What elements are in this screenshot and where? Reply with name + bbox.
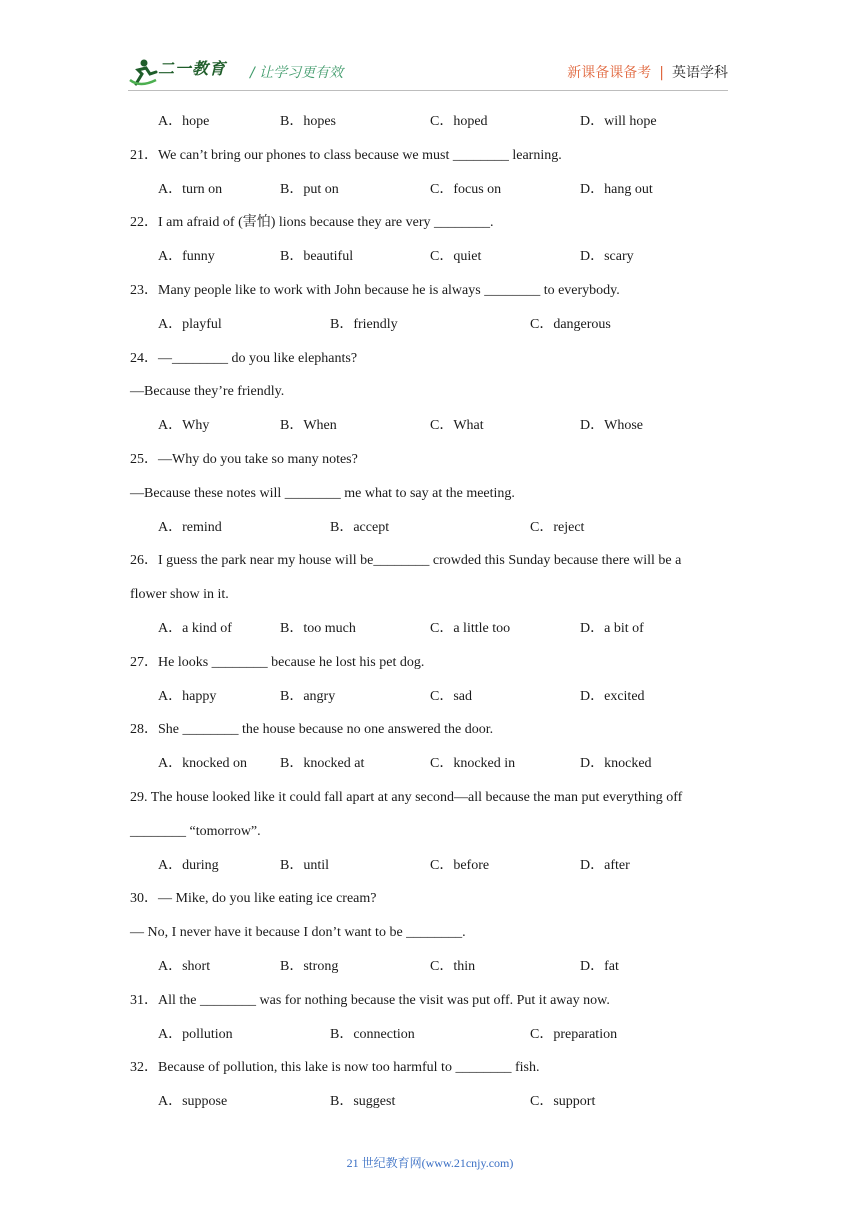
question-text: 23．Many people like to work with John because he is always ________ to everybody.: [130, 282, 620, 298]
header-separator: |: [659, 65, 664, 81]
question-text: 24．—________ do you like elephants?: [130, 350, 358, 366]
logo-text: 二一教育: [158, 59, 227, 78]
option-choice: A．during: [158, 857, 219, 873]
option-choice: C．before: [430, 857, 490, 873]
options-row: [130, 110, 735, 144]
option-choice: A．knocked on: [158, 756, 248, 772]
option-choice: B．connection: [330, 1026, 415, 1042]
options-row: [130, 1023, 735, 1057]
option-choice: C．sad: [430, 688, 472, 704]
question-text: 30．— Mike, do you like eating ice cream?: [130, 891, 377, 907]
question-text: —Because they’re friendly.: [130, 384, 285, 400]
option-choice: C．What: [430, 418, 484, 434]
options-row: [130, 245, 735, 279]
option-choice: C．focus on: [430, 181, 502, 197]
option-choice: C．dangerous: [530, 316, 611, 332]
option-choice: B．too much: [280, 620, 356, 636]
option-choice: B．angry: [280, 688, 336, 704]
option-choice: A．playful: [158, 316, 222, 332]
option-choice: A．suppose: [158, 1094, 228, 1110]
question-text: 25．—Why do you take so many notes?: [130, 451, 358, 467]
option-choice: B．When: [280, 418, 337, 434]
option-choice: C．a little too: [430, 620, 511, 636]
option-choice: B．strong: [280, 958, 339, 974]
header-right: [567, 62, 728, 82]
question-text: 22．I am afraid of (害怕) lions because they are very ________.: [130, 215, 494, 231]
option-choice: A．remind: [158, 519, 222, 535]
option-choice: C．support: [530, 1094, 596, 1110]
option-choice: B．accept: [330, 519, 390, 535]
options-row: [130, 752, 735, 786]
page-footer: 21 世纪教育网(www.21cnjy.com): [346, 1156, 514, 1170]
question-text: 21．We can’t bring our phones to class because we must ________ learning.: [130, 147, 562, 163]
option-choice: B．put on: [280, 181, 339, 197]
question-text: ________ “tomorrow”.: [130, 823, 261, 839]
options-row: [130, 178, 735, 212]
page-header: [128, 52, 728, 92]
options-row: [130, 313, 735, 347]
option-choice: B．hopes: [280, 114, 336, 129]
question-text: —Because these notes will ________ me what to say at the meeting.: [130, 485, 515, 501]
question-text: 28．She ________ the house because no one answered the door.: [130, 722, 494, 738]
option-choice: C．hoped: [430, 114, 488, 129]
option-choice: D．after: [580, 857, 630, 873]
option-choice: A．funny: [158, 249, 215, 265]
question-text: 32．Because of pollution, this lake is now too harmful to ________ fish.: [130, 1060, 540, 1076]
options-row: [130, 854, 735, 888]
question-text: 29. The house looked like it could fall apart at any second—all because the man put everything off: [130, 789, 683, 805]
option-choice: C．thin: [430, 958, 476, 974]
option-choice: D．hang out: [580, 181, 653, 197]
option-choice: D．scary: [580, 249, 634, 265]
option-choice: D．will hope: [580, 114, 657, 129]
option-choice: C．preparation: [530, 1026, 618, 1042]
options-row: [130, 685, 735, 719]
option-choice: A．a kind of: [158, 620, 232, 636]
option-choice: A．short: [158, 958, 211, 974]
question-text: 26．I guess the park near my house will be________ crowded this Sunday because there will be a: [130, 553, 682, 569]
options-row: [130, 955, 735, 989]
option-choice: B．suggest: [330, 1094, 396, 1110]
option-choice: D．knocked: [580, 756, 652, 772]
option-choice: D．fat: [580, 958, 619, 974]
question-list: [130, 110, 735, 1124]
option-choice: D．Whose: [580, 418, 643, 434]
slogan: / 让学习更有效: [250, 65, 344, 81]
question-text: 27．He looks ________ because he lost his pet dog.: [130, 654, 425, 670]
header-tag: 新课备课备考: [567, 65, 652, 81]
option-choice: A．Why: [158, 418, 210, 434]
option-choice: B．knocked at: [280, 756, 365, 772]
question-text: — No, I never have it because I don’t want to be ________.: [130, 925, 466, 941]
option-choice: B．until: [280, 857, 330, 873]
question-text: 31．All the ________ was for nothing because the visit was put off. Put it away now.: [130, 992, 610, 1008]
option-choice: B．friendly: [330, 316, 398, 332]
option-choice: B．beautiful: [280, 249, 354, 265]
options-row: [130, 617, 735, 651]
option-choice: C．quiet: [430, 249, 482, 265]
options-row: [130, 1090, 735, 1124]
option-choice: A．pollution: [158, 1026, 233, 1042]
option-choice: C．knocked in: [430, 756, 516, 772]
option-choice: A．hope: [158, 114, 210, 129]
option-choice: D．excited: [580, 688, 645, 704]
header-divider: [128, 90, 728, 91]
option-choice: D．a bit of: [580, 620, 644, 636]
option-choice: C．reject: [530, 519, 585, 535]
option-choice: A．turn on: [158, 181, 223, 197]
options-row: [130, 414, 735, 448]
options-row: [130, 516, 735, 550]
question-text: flower show in it.: [130, 587, 229, 603]
option-choice: A．happy: [158, 688, 217, 704]
header-subject: 英语学科: [672, 65, 728, 81]
